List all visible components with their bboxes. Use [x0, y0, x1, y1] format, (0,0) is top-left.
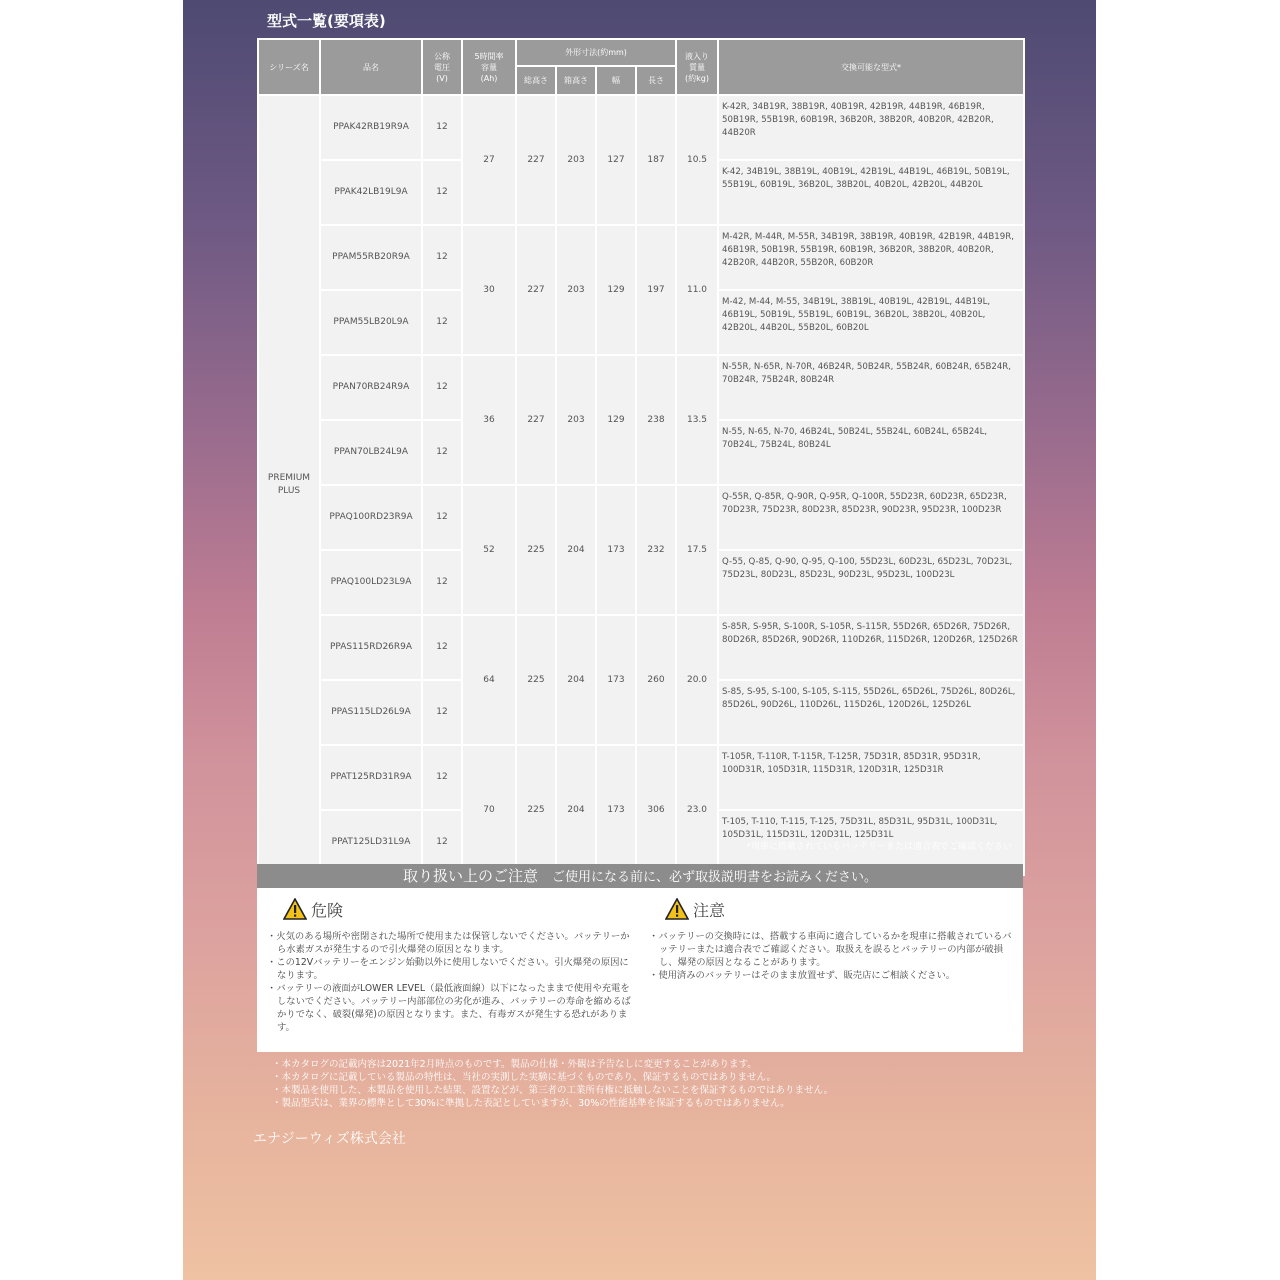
warning-item: ・使用済みのバッテリーはそのまま放置せず、販売店にご相談ください。 [649, 970, 956, 981]
length-cell: 232 [636, 485, 676, 615]
compat-cell: Q-55, Q-85, Q-90, Q-95, Q-100, 55D23L, 60D23L, 65D23L, 70D23L, 75D23L, 80D23L, 85D23L, 90D23L, 95D23L, 100D23L [718, 550, 1024, 615]
table-row [258, 355, 1024, 420]
height-total-cell: 225 [516, 745, 556, 875]
caution-title: 取り扱い上のご注意 [402, 867, 538, 885]
table-row [258, 95, 1024, 160]
table-row [258, 615, 1024, 680]
width-cell: 129 [596, 355, 636, 485]
weight-cell: 13.5 [676, 355, 718, 485]
caution-subtitle: ご使用になる前に、必ず取扱説明書をお読みください。 [552, 870, 878, 885]
danger-item: ・火気のある場所や密閉された場所で使用または保管しないでください。バッテリーから水素ガスが発生するので引火爆発の原因となります。 [267, 931, 630, 955]
warning-column [649, 896, 1015, 982]
width-cell: 173 [596, 485, 636, 615]
product-name-cell: PPAS115RD26R9A [320, 615, 422, 680]
compat-cell: N-55R, N-65R, N-70R, 46B24R, 50B24R, 55B24R, 60B24R, 65B24R, 70B24R, 75B24R, 80B24R [718, 355, 1024, 420]
weight-cell: 23.0 [676, 745, 718, 875]
danger-list [267, 930, 637, 1034]
compat-cell: Q-55R, Q-85R, Q-90R, Q-95R, Q-100R, 55D23R, 60D23R, 65D23R, 70D23R, 75D23R, 80D23R, 85D23R, 90D23R, 95D23R, 100D23R [718, 485, 1024, 550]
height-box-cell: 204 [556, 745, 596, 875]
product-name-cell: PPAK42RB19R9A [320, 95, 422, 160]
header-product: 品名 [320, 39, 422, 95]
width-cell: 127 [596, 95, 636, 225]
header-height-box: 箱高さ [556, 66, 596, 95]
height-box-cell: 204 [556, 485, 596, 615]
spec-table [257, 38, 1025, 876]
compat-cell: S-85, S-95, S-100, S-105, S-115, 55D26L, 65D26L, 75D26L, 80D26L, 85D26L, 90D26L, 110D26L, 115D26L, 120D26L, 125D26L [718, 680, 1024, 745]
compat-cell: S-85R, S-95R, S-100R, S-105R, S-115R, 55D26R, 65D26R, 75D26R, 80D26R, 85D26R, 90D26R, 110D26R, 115D26R, 120D26R, 125D26R [718, 615, 1024, 680]
capacity-cell: 52 [462, 485, 516, 615]
weight-cell: 17.5 [676, 485, 718, 615]
length-cell: 187 [636, 95, 676, 225]
header-weight: 液入り 質量 (約kg) [676, 39, 718, 95]
height-box-cell: 203 [556, 95, 596, 225]
spec-table-body [258, 95, 1024, 875]
warning-item: ・バッテリーの交換時には、搭載する車両に適合しているかを現車に搭載されているバッテリーまたは適合表でご確認ください。取扱えを誤るとバッテリーの内部が破損し、爆発の原因となることがあります。 [649, 931, 1012, 968]
warning-list [649, 930, 1015, 982]
length-cell: 260 [636, 615, 676, 745]
voltage-cell: 12 [422, 160, 462, 225]
footnote-line: ・製品型式は、業界の標準として30%に準拠した表記としていますが、30%の性能基準を保証するものではありません。 [272, 1098, 790, 1109]
header-capacity: 5時間率 容量 (Ah) [462, 39, 516, 95]
capacity-cell: 27 [462, 95, 516, 225]
voltage-cell: 12 [422, 485, 462, 550]
capacity-cell: 64 [462, 615, 516, 745]
caution-header [257, 864, 1023, 888]
danger-heading [283, 896, 637, 922]
header-length: 長さ [636, 66, 676, 95]
weight-cell: 20.0 [676, 615, 718, 745]
voltage-cell: 12 [422, 290, 462, 355]
footnotes [272, 1058, 972, 1110]
height-box-cell: 204 [556, 615, 596, 745]
compat-cell: M-42, M-44, M-55, 34B19L, 38B19L, 40B19L, 42B19L, 44B19L, 46B19L, 50B19L, 55B19L, 60B19L, 36B20L, 38B20L, 40B20L, 42B20L, 44B20L, 55B20L, 60B20L [718, 290, 1024, 355]
product-name-cell: PPAN70RB24R9A [320, 355, 422, 420]
table-row [258, 485, 1024, 550]
length-cell: 238 [636, 355, 676, 485]
voltage-cell: 12 [422, 745, 462, 810]
length-cell: 197 [636, 225, 676, 355]
danger-item: ・この12Vバッテリーをエンジン始動以外に使用しないでください。引火爆発の原因になります。 [267, 957, 629, 981]
capacity-cell: 70 [462, 745, 516, 875]
compat-cell: T-105, T-110, T-115, T-125, 75D31L, 85D31L, 95D31L, 100D31L, 105D31L, 115D31L, 120D31L, 125D31L [718, 810, 1024, 875]
voltage-cell: 12 [422, 355, 462, 420]
weight-cell: 10.5 [676, 95, 718, 225]
height-total-cell: 225 [516, 615, 556, 745]
height-total-cell: 227 [516, 225, 556, 355]
weight-cell: 11.0 [676, 225, 718, 355]
header-dimensions: 外形寸法(約mm) [516, 39, 676, 66]
compat-cell: K-42R, 34B19R, 38B19R, 40B19R, 42B19R, 44B19R, 46B19R, 50B19R, 55B19R, 60B19R, 36B20R, 38B20R, 40B20R, 42B20R, 44B20R [718, 95, 1024, 160]
voltage-cell: 12 [422, 810, 462, 875]
width-cell: 129 [596, 225, 636, 355]
voltage-cell: 12 [422, 550, 462, 615]
width-cell: 173 [596, 615, 636, 745]
series-cell: PREMIUM PLUS [258, 95, 320, 875]
header-width: 幅 [596, 66, 636, 95]
height-box-cell: 203 [556, 355, 596, 485]
height-box-cell: 203 [556, 225, 596, 355]
section-title: 型式一覧(要項表) [267, 12, 386, 30]
height-total-cell: 227 [516, 355, 556, 485]
table-footnote: *現車に搭載されているバッテリーまたは適合表でご確認ください [746, 842, 1012, 852]
product-name-cell: PPAQ100RD23R9A [320, 485, 422, 550]
header-series: シリーズ名 [258, 39, 320, 95]
warning-label: 注意 [693, 900, 726, 920]
product-name-cell: PPAM55RB20R9A [320, 225, 422, 290]
height-total-cell: 227 [516, 95, 556, 225]
width-cell: 173 [596, 745, 636, 875]
danger-label: 危険 [311, 900, 344, 920]
footnote-line: ・本製品を使用した、本製品を使用した結果、設置などが、第三者の工業所有権に抵触しないことを保証するものではありません。 [272, 1085, 834, 1096]
product-name-cell: PPAN70LB24L9A [320, 420, 422, 485]
compat-cell: T-105R, T-110R, T-115R, T-125R, 75D31R, 85D31R, 95D31R, 100D31R, 105D31R, 115D31R, 120D31R, 125D31R [718, 745, 1024, 810]
header-compat: 交換可能な型式* [718, 39, 1024, 95]
caution-box [257, 864, 1023, 1052]
voltage-cell: 12 [422, 615, 462, 680]
voltage-cell: 12 [422, 420, 462, 485]
header-height-total: 総高さ [516, 66, 556, 95]
compat-cell: K-42, 34B19L, 38B19L, 40B19L, 42B19L, 44B19L, 46B19L, 50B19L, 55B19L, 60B19L, 36B20L, 38B20L, 40B20L, 42B20L, 44B20L [718, 160, 1024, 225]
compat-cell: M-42R, M-44R, M-55R, 34B19R, 38B19R, 40B19R, 42B19R, 44B19R, 46B19R, 50B19R, 55B19R, 60B19R, 36B20R, 38B20R, 40B20R, 42B20R, 44B20R, 55B20R, 60B20R [718, 225, 1024, 290]
capacity-cell: 30 [462, 225, 516, 355]
warning-triangle-icon [283, 898, 307, 920]
length-cell: 306 [636, 745, 676, 875]
warning-triangle-icon [665, 898, 689, 920]
voltage-cell: 12 [422, 95, 462, 160]
header-voltage: 公称 電圧 (V) [422, 39, 462, 95]
table-row [258, 745, 1024, 810]
voltage-cell: 12 [422, 680, 462, 745]
height-total-cell: 225 [516, 485, 556, 615]
product-name-cell: PPAK42LB19L9A [320, 160, 422, 225]
company-name: エナジーウィズ株式会社 [253, 1131, 406, 1147]
footnote-line: ・本カタログに記載している製品の特性は、当社の実測した実験に基づくものであり、保証するものではありません。 [272, 1072, 777, 1083]
voltage-cell: 12 [422, 225, 462, 290]
compat-cell: N-55, N-65, N-70, 46B24L, 50B24L, 55B24L, 60B24L, 65B24L, 70B24L, 75B24L, 80B24L [718, 420, 1024, 485]
product-name-cell: PPAS115LD26L9A [320, 680, 422, 745]
capacity-cell: 36 [462, 355, 516, 485]
footnote-line: ・本カタログの記載内容は2021年2月時点のものです。製品の仕様・外観は予告なしに変更することがあります。 [272, 1059, 757, 1070]
product-name-cell: PPAQ100LD23L9A [320, 550, 422, 615]
danger-item: ・バッテリーの液面がLOWER LEVEL（最低液面線）以下になったままで使用や充電をしないでください。バッテリー内部部位の劣化が進み、バッテリーの寿命を縮めるばかりでなく、破裂(爆発)の原因となります。また、有毒ガスが発生する恐れがあります。 [267, 983, 631, 1033]
danger-column [267, 896, 637, 1034]
warning-heading [665, 896, 1015, 922]
product-name-cell: PPAT125LD31L9A [320, 810, 422, 875]
product-name-cell: PPAM55LB20L9A [320, 290, 422, 355]
product-name-cell: PPAT125RD31R9A [320, 745, 422, 810]
table-row [258, 225, 1024, 290]
